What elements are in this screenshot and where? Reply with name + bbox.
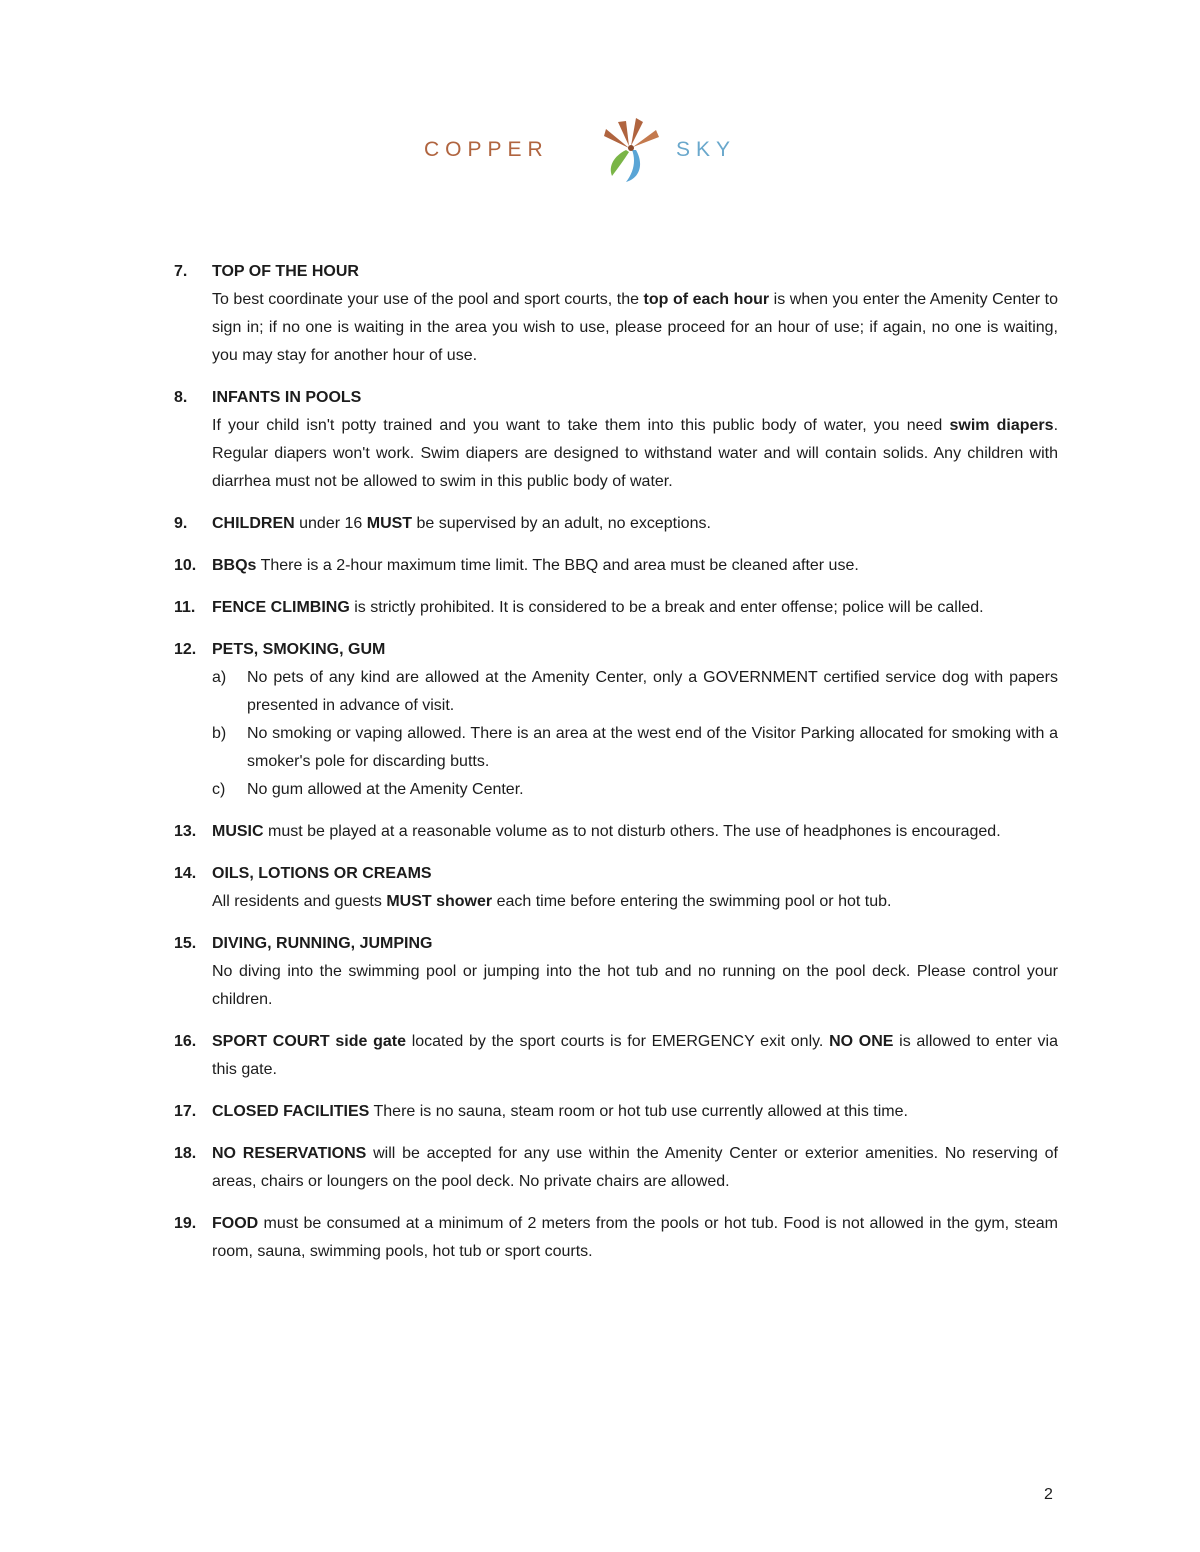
rule-body: FENCE CLIMBING is strictly prohibited. It is considered to be a break and enter offense; police will be called. bbox=[212, 599, 984, 616]
rule-15 bbox=[174, 930, 1058, 1014]
rule-body: SPORT COURT side gate located by the sport courts is for EMERGENCY exit only. NO ONE is allowed to enter via this gate. bbox=[212, 1033, 1059, 1078]
rule-17 bbox=[174, 1098, 1058, 1126]
rule-7 bbox=[174, 258, 1058, 370]
rule-number: 8. bbox=[174, 389, 188, 406]
rule-body: If your child isn't potty trained and you want to take them into this public body of water, you need swim diapers. Regular diapers won't work. Swim diapers are designed to withstand water and will contain solids. Any children with diarrhea must not be allowed to swim in this public body of water. bbox=[212, 417, 1059, 490]
rule-number: 10. bbox=[174, 557, 197, 574]
rule-19 bbox=[174, 1210, 1058, 1266]
rule-12 bbox=[174, 636, 1058, 804]
rule-number: 19. bbox=[174, 1215, 197, 1232]
sub-item-c: c) No gum allowed at the Amenity Center. bbox=[212, 781, 524, 798]
rule-number: 11. bbox=[174, 599, 196, 616]
rule-number: 17. bbox=[174, 1103, 197, 1120]
rule-body: MUSIC must be played at a reasonable volume as to not disturb others. The use of headphones is encouraged. bbox=[212, 823, 1001, 840]
rule-body: No diving into the swimming pool or jumping into the hot tub and no running on the pool deck. Please control your children. bbox=[212, 963, 1058, 1008]
rule-number: 16. bbox=[174, 1033, 197, 1050]
logo-text-sky: SKY bbox=[676, 138, 737, 161]
rule-18 bbox=[174, 1140, 1058, 1196]
logo-text-copper: COPPER bbox=[424, 138, 549, 161]
rule-title: PETS, SMOKING, GUM bbox=[212, 641, 386, 658]
rule-13 bbox=[174, 818, 1058, 846]
rule-body: CHILDREN under 16 MUST be supervised by an adult, no exceptions. bbox=[212, 515, 711, 532]
rule-number: 13. bbox=[174, 823, 197, 840]
logo-flower-icon bbox=[596, 116, 666, 186]
rule-body: CLOSED FACILITIES There is no sauna, steam room or hot tub use currently allowed at this time. bbox=[212, 1103, 908, 1120]
rule-body: BBQs There is a 2-hour maximum time limit. The BBQ and area must be cleaned after use. bbox=[212, 557, 859, 574]
copper-sky-logo bbox=[420, 116, 780, 186]
sub-item-a: a) No pets of any kind are allowed at the Amenity Center, only a GOVERNMENT certified service dog with papers presented in advance of visit. bbox=[212, 669, 1058, 714]
rules-list bbox=[174, 258, 1058, 1280]
rule-body: To best coordinate your use of the pool and sport courts, the top of each hour is when you enter the Amenity Center to sign in; if no one is waiting in the area you wish to use, please proceed for an hour of use; if again, no one is waiting, you may stay for another hour of use. bbox=[212, 291, 1059, 364]
rule-title: TOP OF THE HOUR bbox=[212, 263, 359, 280]
rule-number: 9. bbox=[174, 515, 188, 532]
rule-body: All residents and guests MUST shower each time before entering the swimming pool or hot tub. bbox=[212, 893, 892, 910]
rule-title: DIVING, RUNNING, JUMPING bbox=[212, 935, 433, 952]
rule-number: 15. bbox=[174, 935, 197, 952]
rule-14 bbox=[174, 860, 1058, 916]
page-number: 2 bbox=[1044, 1486, 1053, 1503]
rule-11 bbox=[174, 594, 1058, 622]
rule-title: OILS, LOTIONS OR CREAMS bbox=[212, 865, 432, 882]
rule-10 bbox=[174, 552, 1058, 580]
rule-number: 14. bbox=[174, 865, 197, 882]
rule-title: INFANTS IN POOLS bbox=[212, 389, 362, 406]
sub-item-b: b) No smoking or vaping allowed. There is an area at the west end of the Visitor Parking allocated for smoking with a smoker's pole for discarding butts. bbox=[212, 725, 1058, 770]
rule-number: 7. bbox=[174, 263, 188, 280]
rule-9 bbox=[174, 510, 1058, 538]
rule-16 bbox=[174, 1028, 1058, 1084]
rule-body: NO RESERVATIONS will be accepted for any use within the Amenity Center or exterior amenities. No reserving of areas, chairs or loungers on the pool deck. No private chairs are allowed. bbox=[212, 1145, 1058, 1190]
rule-number: 12. bbox=[174, 641, 197, 658]
rule-8 bbox=[174, 384, 1058, 496]
rule-number: 18. bbox=[174, 1145, 197, 1162]
rule-body: FOOD must be consumed at a minimum of 2 meters from the pools or hot tub. Food is not allowed in the gym, steam room, sauna, swimming pools, hot tub or sport courts. bbox=[212, 1215, 1058, 1260]
